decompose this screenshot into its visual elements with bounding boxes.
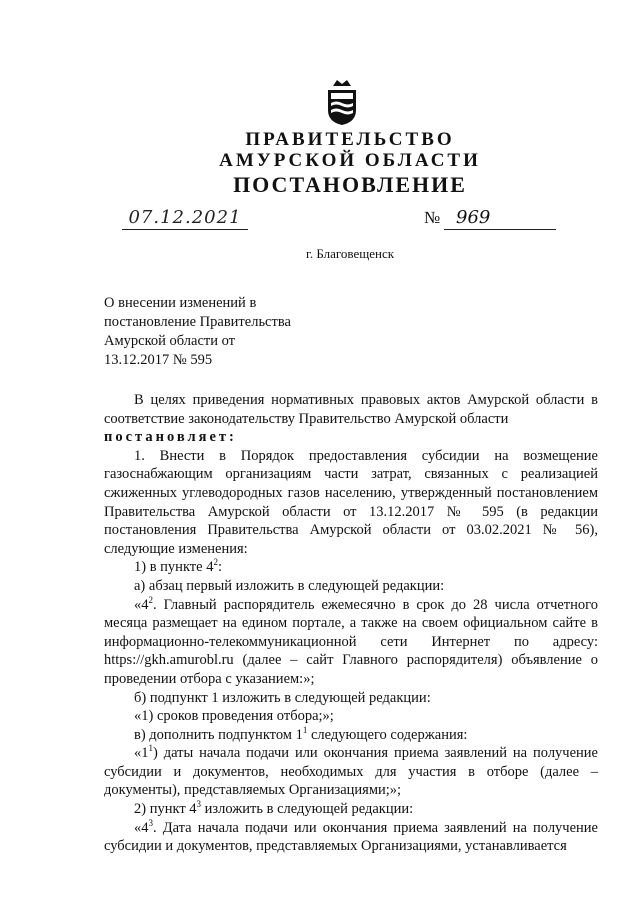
coat-of-arms-icon [325,76,359,126]
quote2-paragraph: «1) сроков проведения отбора;»; [134,708,334,725]
superscript: 1 [148,743,153,754]
preamble-paragraph: В целях приведения нормативных правовых актов Амурской области в соответствие законодательству Правительство Амурской области [104,392,598,427]
superscript: 3 [196,799,202,810]
subitem2-text-end: изложить в следующей редакции: [201,801,414,818]
document-date: 07.12.2021 [122,207,248,230]
city-name: г. Благовещенск [305,246,395,261]
government-name-line2: АМУРСКОЙ ОБЛАСТИ [219,150,481,171]
subitem2-text: 2) пункт 4 [134,801,197,818]
quote3-paragraph [104,744,598,800]
subitem-c-text: в) дополнить подпунктом 1 [134,726,303,743]
number-label: № [424,208,441,227]
superscript: 2 [148,594,153,605]
subject-line: Амурской области от [104,333,236,349]
subitem1-text: 1) в пункте 4 [134,559,214,576]
document-type-title: ПОСТАНОВЛЕНИЕ [233,172,467,197]
subitem1-text-end: : [217,559,222,576]
document-subject [104,294,334,370]
superscript: 2 [213,557,218,568]
item1-paragraph: 1. Внести в Порядок предоставления субсидии на возмещение газоснабжающим организациям части затрат, связанных с реализацией сжиженных углеводородных газов населению, утвержденный постановлением Правительства Амурской области от 13.12.2017 № 595 (в редакции постановления Правительства Амурской области от 03.02.2021 № 56), следующие изменения: [104,447,598,557]
quote3-start: «1 [134,745,149,762]
quote1-text: . Главный распорядитель ежемесячно в срок до 28 числа отчетного месяца размещает на едином портале, а также на своем официальном сайте в информационно-телекоммуникационной сети Интернет по адресу: https://gkh.amurobl.ru (далее – сайт Главного распорядителя) объявление о проведении отбора с указанием:»; [104,596,598,687]
subitem-b-paragraph: б) подпункт 1 изложить в следующей редакции: [134,689,431,706]
resolves-paragraph [104,428,598,447]
resolves-word: постановляет: [104,429,237,446]
superscript: 3 [148,817,153,828]
document-number: 969 [444,207,556,230]
subitem-a-paragraph: а) абзац первый изложить в следующей редакции: [134,577,445,594]
quote3-text: ) даты начала подачи или окончания приема заявлений на получение субсидии и документов, необходимых для участия в отборе (далее – документы), представляемых Организациями;»; [104,745,598,799]
quote4-text: . Дата начала подачи или окончания приема заявлений на получение субсидии и документов, представляемых Организациями, устанавливается [104,819,598,855]
superscript: 1 [302,724,308,735]
subject-line: О внесении изменений в [104,295,257,311]
subject-line: постановление Правительства [104,314,291,330]
subitem1-paragraph [104,558,598,577]
document-body [104,391,598,856]
quote4-start: «4 [134,819,149,836]
subitem-c-text-end: следующего содержания: [307,726,468,743]
subitem2-paragraph [104,800,598,819]
subitem-c-paragraph [104,726,598,745]
quote1-start: «4 [134,596,149,613]
quote4-paragraph [104,819,598,856]
government-name-line1: ПРАВИТЕЛЬСТВО [245,129,455,150]
subject-line: 13.12.2017 № 595 [104,352,213,368]
quote1-paragraph [104,596,598,689]
